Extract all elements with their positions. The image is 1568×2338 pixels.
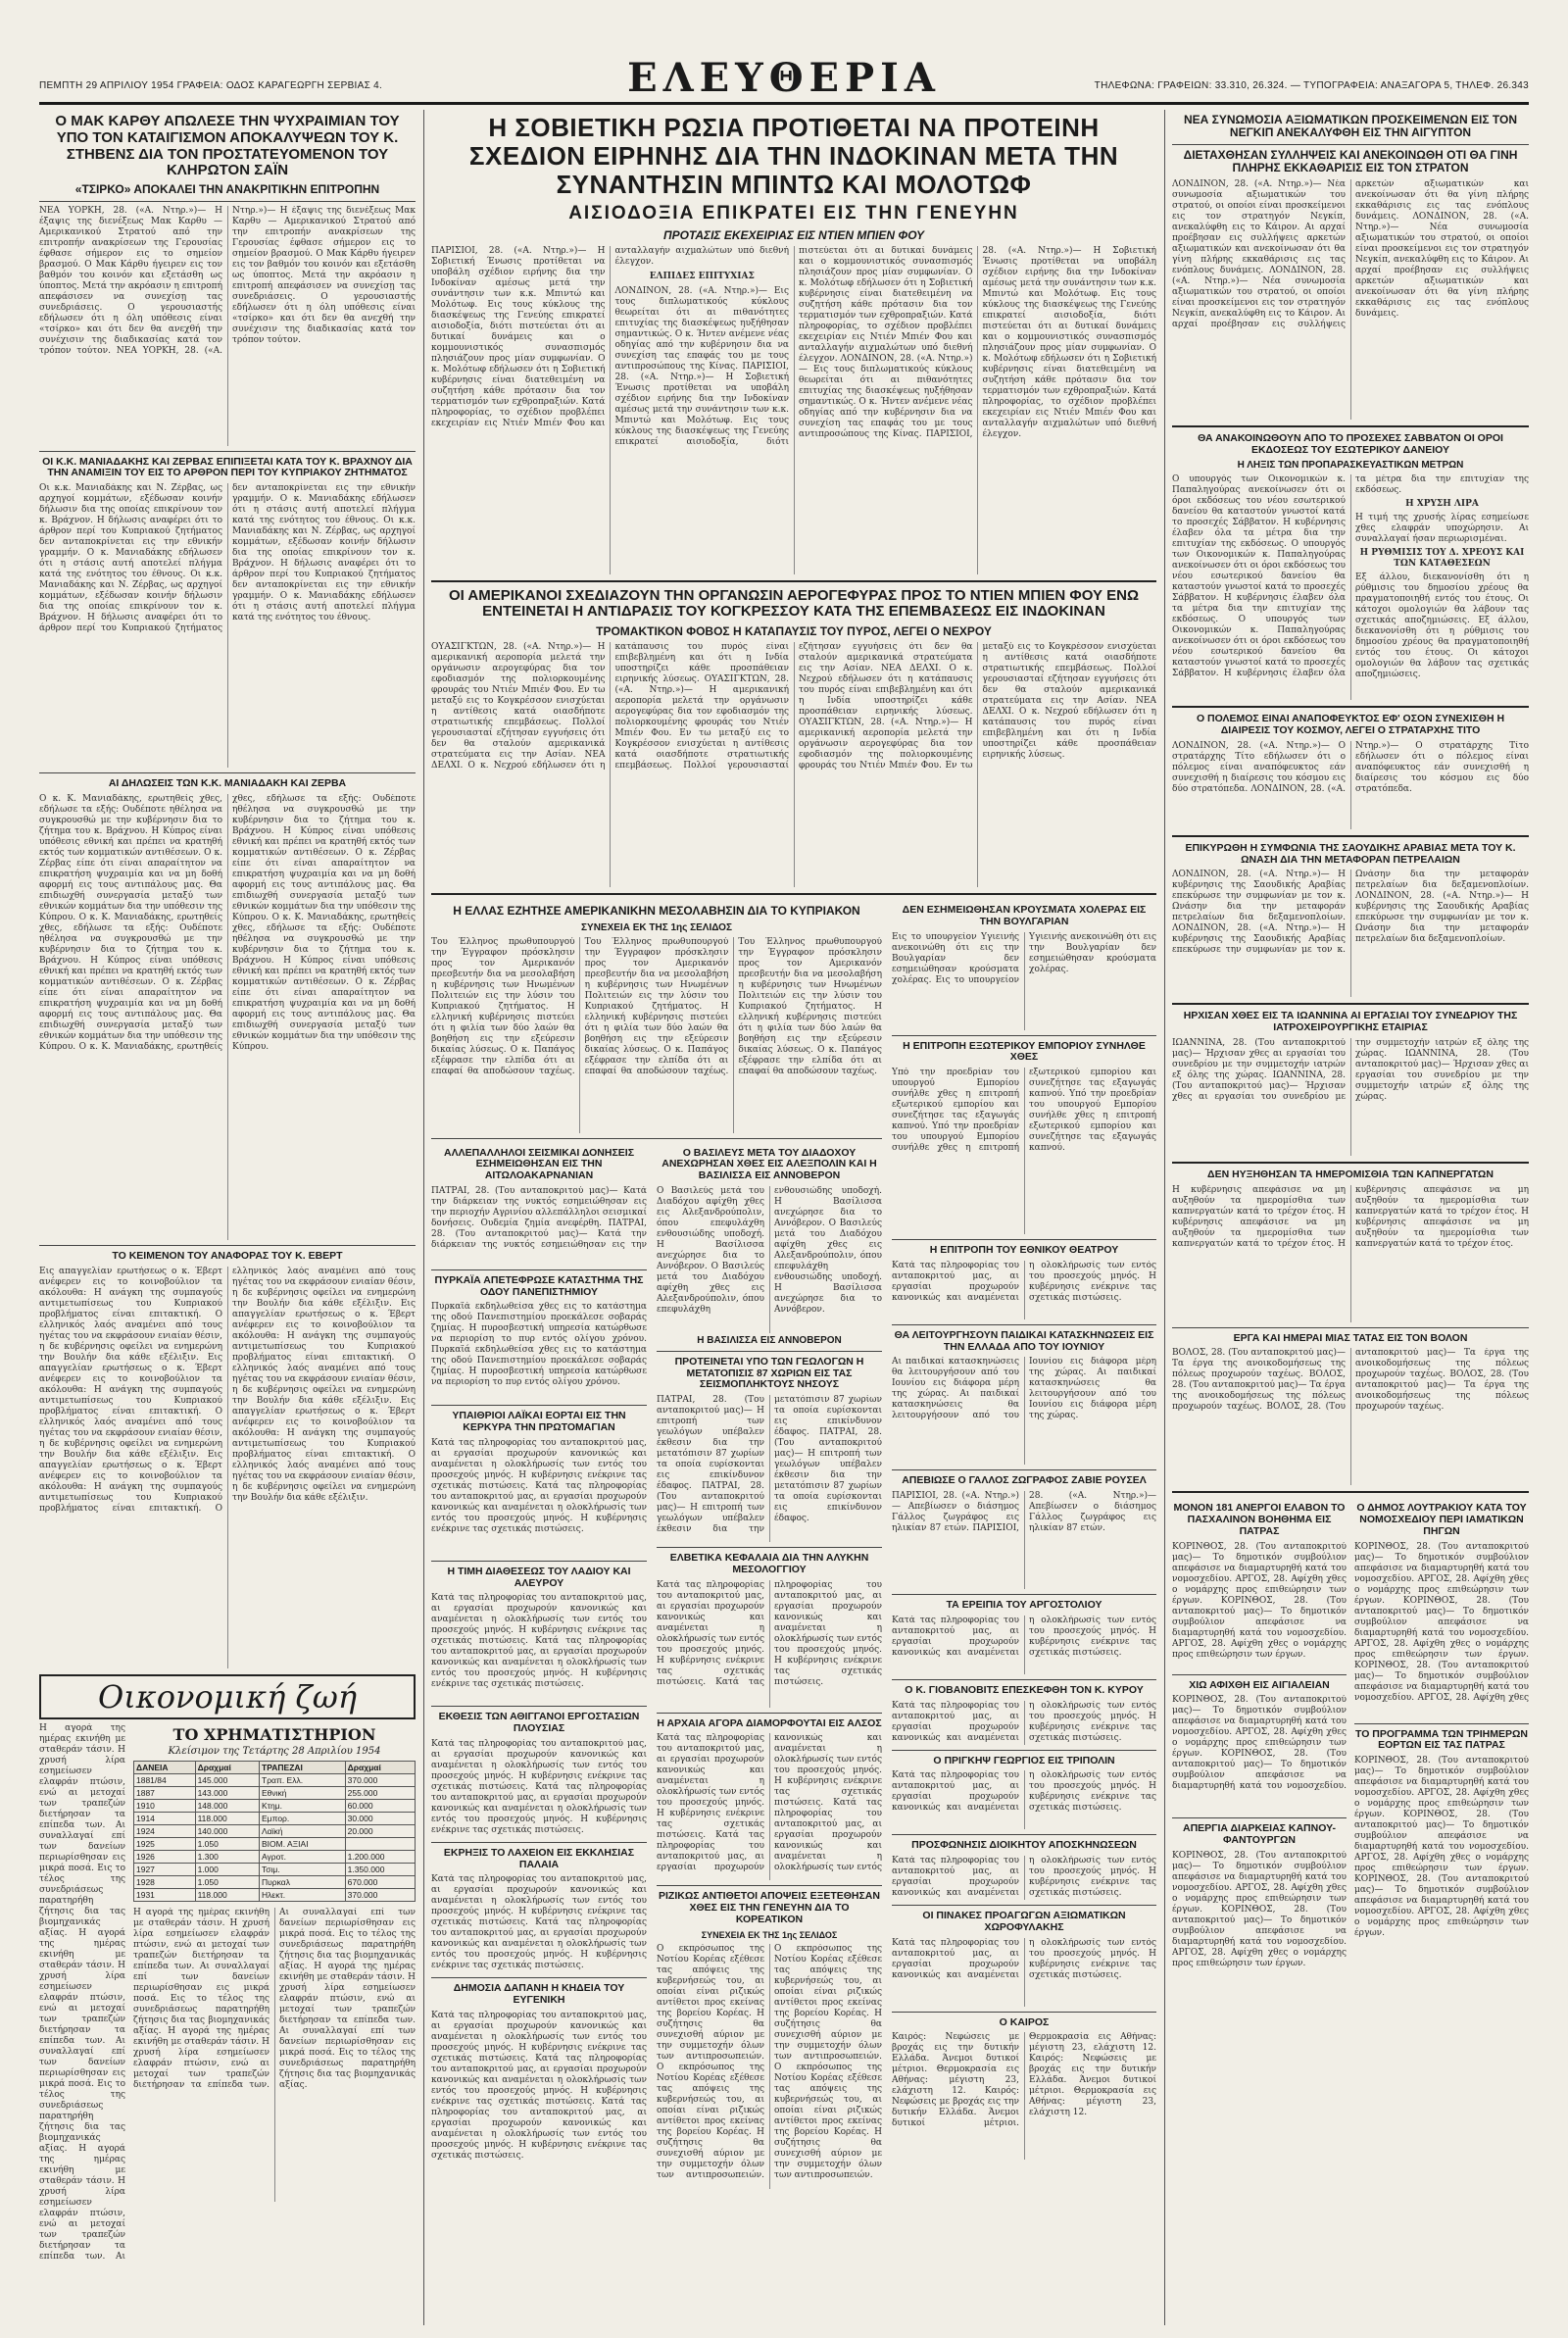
table-cell: 1914 xyxy=(134,1812,196,1824)
article-tobacco-wages: Η κυβέρνησις απεφάσισε να μη αυξηθούν τα ημερομίσθια των καπνεργατών κατά το τρέχον έτος. Η κυβέρνησις απεφάσισε να μη αυξηθούν τα ημερομίσθια των καπνεργατών κατά το τρέχον έτος. Η κυβέρνησις απεφάσισε να μη αυξηθούν τα ημερομίσθια των καπνεργατών κατά το τρέχον έτος. Η κυβέρνησις απεφάσισε να μη αυξηθούν τα ημερομίσθια των καπνεργατών κατά το τρέχον έτος. xyxy=(1172,1184,1529,1249)
article-volos: ΒΟΛΟΣ, 28. (Του ανταποκριτού μας)— Τα έργα της ανοικοδομήσεως της πόλεως προχωρούν ταχέως. ΒΟΛΟΣ, 28. (Του ανταποκριτού μας)— Τα έργα της ανοικοδομήσεως της πόλεως προχωρούν ταχέως. ΒΟΛΟΣ, 28. (Του ανταποκριτού μας)— Τα έργα της ανοικοδομήσεως της πόλεως προχωρούν ταχέως. ΒΟΛΟΣ, 28. (Του ανταποκριτού μας)— Τα έργα της ανοικοδομήσεως της πόλεως προχωρούν ταχέως. xyxy=(1172,1348,1529,1413)
table-cell: 370.000 xyxy=(345,1773,415,1786)
subhead-loan: Η ΛΗΞΙΣ ΤΩΝ ΠΡΟΠΑΡΑΣΚΕΥΑΣΤΙΚΩΝ ΜΕΤΡΩΝ xyxy=(1237,460,1464,472)
table-row xyxy=(134,1850,416,1863)
table-cell: 1926 xyxy=(134,1850,196,1863)
table-cell: 1.000 xyxy=(195,1863,259,1875)
article-onassis: ΛΟΝΔΙΝΟΝ, 28. («Α. Ντηρ.»)— Η κυβέρνησις της Σαουδικής Αραβίας επεκύρωσε την συμφωνίαν με τον κ. Ωνάσην δια την μεταφοράν πετρελαίων δια δεξαμενοπλοίων. ΛΟΝΔΙΝΟΝ, 28. («Α. Ντηρ.»)— Η κυβέρνησις της Σαουδικής Αραβίας επεκύρωσε την συμφωνίαν με τον κ. Ωνάσην δια την μεταφοράν πετρελαίων δια δεξαμενοπλοίων. ΛΟΝΔΙΝΟΝ, 28. («Α. Ντηρ.»)— Η κυβέρνησις της Σαουδικής Αραβίας επεκύρωσε την συμφωνίαν με τον κ. Ωνάσην δια την μεταφοράν πετρελαίων δια δεξαμενοπλοίων. xyxy=(1172,870,1529,956)
table-cell: 1924 xyxy=(134,1824,196,1837)
article-geologists: ΠΑΤΡΑΙ, 28. (Του ανταποκριτού μας)— Η επιτροπή των γεωλόγων υπέβαλεν έκθεσιν δια την μετατόπισιν 87 χωρίων τα οποία ευρίσκονται εις επικίνδυνον έδαφος. ΠΑΤΡΑΙ, 28. (Του ανταποκριτού μας)— Η επιτροπή των γεωλόγων υπέβαλεν έκθεσιν δια την μετατόπισιν 87 χωρίων τα οποία ευρίσκονται εις επικίνδυνον έδαφος. ΠΑΤΡΑΙ, 28. (Του ανταποκριτού μας)— Η επιτροπή των γεωλόγων υπέβαλεν έκθεσιν δια την μετατόπισιν 87 χωρίων τα οποία ευρίσκονται εις επικίνδυνον έδαφος. xyxy=(657,1395,882,1535)
headline-camps: ΘΑ ΛΕΙΤΟΥΡΓΗΣΟΥΝ ΠΑΙΔΙΚΑΙ ΚΑΤΑΣΚΗΝΩΣΕΙΣ ΕΙΣ ΤΗΝ ΕΛΛΑΔΑ ΑΠΟ ΤΟΥ ΙΟΥΝΙΟΥ xyxy=(894,1328,1154,1353)
article-dilwseis: Ο κ. Κ. Μανιαδάκης, ερωτηθείς χθες, εδήλωσε τα εξής: Ουδέποτε ηθέλησα να συγκρουσθώ με την κυβέρνησιν δια το ζήτημα του κ. Βράχνου. Η Κύπρος είναι υπόθεσις εθνική και πρέπει να κρατηθή εκτός των κομματικών αντιθέσεων. Ο κ. Ζέρβας είπε ότι είναι απαραίτητον να επικρατήση ψυχραιμία και να μη δοθή αφορμή εις τους αντιπάλους μας. Θα επιδιωχθή συνεργασία μεταξύ των εθνικών κομμάτων δια την υπόθεσιν της Κύπρου. Ο κ. Κ. Μανιαδάκης, ερωτηθείς χθες, εδήλωσε τα εξής: Ουδέποτε ηθέλησα να συγκρουσθώ με την κυβέρνησιν δια το ζήτημα του κ. Βράχνου. Η Κύπρος είναι υπόθεσις εθνική και πρέπει να κρατηθή εκτός των κομματικών αντιθέσεων. Ο κ. Ζέρβας είπε ότι είναι απαραίτητον να επικρατήση ψυχραιμία και να μη δοθή αφορμή εις τους αντιπάλους μας. Θα επιδιωχθή συνεργασία μεταξύ των εθνικών κομμάτων δια την υπόθεσιν της Κύπρου. Ο κ. Κ. Μανιαδάκης, ερωτηθείς χθες, εδήλωσε τα εξής: Ουδέποτε ηθέλησα να συγκρουσθώ με την κυβέρνησιν δια το ζήτημα του κ. Βράχνου. Η Κύπρος είναι υπόθεσις εθνική και πρέπει να κρατηθή εκτός των κομματικών αντιθέσεων. Ο κ. Ζέρβας είπε ότι είναι απαραίτητον να επικρατήση ψυχραιμία και να μη δοθή αφορμή εις τους αντιπάλους μας. Θα επιδιωχθή συνεργασία μεταξύ των εθνικών κομμάτων δια την υπόθεσιν της Κύπρου. Ο κ. Κ. Μανιαδάκης, ερωτηθείς χθες, εδήλωσε τα εξής: Ουδέποτε ηθέλησα να συγκρουσθώ με την κυβέρνησιν δια το ζήτημα του κ. Βράχνου. Η Κύπρος είναι υπόθεσις εθνική και πρέπει να κρατηθή εκτός των κομματικών αντιθέσεων. Ο κ. Ζέρβας είπε ότι είναι απαραίτητον να επικρατήση ψυχραιμία και να μη δοθή αφορμή εις τους αντιπάλους μας. Θα επιδιωχθή συνεργασία μεταξύ των εθνικών κομμάτων δια την υπόθεσιν της Κύπρου. xyxy=(39,793,416,1052)
masthead-date-address: ΠΕΜΠΤΗ 29 ΑΠΡΙΛΙΟΥ 1954 ΓΡΑΦΕΙΑ: ΟΔΟΣ ΚΑΡΑΓΕΩΡΓΗ ΣΕΡΒΙΑΣ 4. xyxy=(39,80,383,91)
table-cell: 143.000 xyxy=(195,1786,259,1799)
article-argostoli: Κατά τας πληροφορίας του ανταποκριτού μας, αι εργασίαι προχωρούν κανονικώς και αναμένεται η ολοκλήρωσίς των εντός του προσεχούς μηνός. Η κυβέρνησις ενέκρινε τας σχετικάς πιστώσεις. xyxy=(892,1615,1156,1658)
table-cell: Τραπ. Ελλ. xyxy=(260,1773,346,1786)
article-maniadakis: Οι κ.κ. Μανιαδάκης και Ν. Ζέρβας, ως αρχηγοί κομμάτων, εξέδωσαν κοινήν δήλωσιν δια της οποίας επικρίνουν τον κ. Βράχνον. Η δήλωσις αναφέρει ότι το άρθρον περί του Κυπριακού ζητήματος δεν ανταποκρίνεται εις την εθνικήν γραμμήν. Ο κ. Μανιαδάκης εδήλωσεν ότι η στάσις αυτή αποτελεί πλήγμα κατά της ενότητος του έθνους. Οι κ.κ. Μανιαδάκης και Ν. Ζέρβας, ως αρχηγοί κομμάτων, εξέδωσαν κοινήν δήλωσιν δια της οποίας επικρίνουν τον κ. Βράχνον. Η δήλωσις αναφέρει ότι το άρθρον περί του Κυπριακού ζητήματος δεν ανταποκρίνεται εις την εθνικήν γραμμήν. Ο κ. Μανιαδάκης εδήλωσεν ότι η στάσις αυτή αποτελεί πλήγμα κατά της ενότητος του έθνους. Οι κ.κ. Μανιαδάκης και Ν. Ζέρβας, ως αρχηγοί κομμάτων, εξέδωσαν κοινήν δήλωσιν δια της οποίας επικρίνουν τον κ. Βράχνον. Η δήλωσις αναφέρει ότι το άρθρον περί του Κυπριακού ζητήματος δεν ανταποκρίνεται εις την εθνικήν γραμμήν. Ο κ. Μανιαδάκης εδήλωσεν ότι η στάσις αυτή αποτελεί πλήγμα κατά της ενότητος του έθνους. xyxy=(39,483,416,634)
table-cell: 20.000 xyxy=(345,1824,415,1837)
headline-giovanovits: Ο Κ. ΓΙΟΒΑΝΟΒΙΤΣ ΕΠΕΣΚΕΦΘΗ ΤΟΝ Κ. ΚΥΡΟΥ xyxy=(905,1683,1144,1696)
headline-ancient-agora: Η ΑΡΧΑΙΑ ΑΓΟΡΑ ΔΙΑΜΟΡΦΟΥΤΑΙ ΕΙΣ ΑΛΣΟΣ xyxy=(657,1716,882,1729)
headline-exhibition: ΕΚΘΕΣΙΣ ΤΩΝ ΑΘΙΓΓΑΝΟΙ ΕΡΓΟΣΤΑΣΙΩΝ ΠΛΟΥΣΙΑΣ xyxy=(438,1711,640,1735)
article-unemployed: ΚΟΡΙΝΘΟΣ, 28. (Του ανταποκριτού μας)— Το δημοτικόν συμβούλιον απεφάσισε να διαμαρτυρηθή κατά του νομοσχεδίου. ΑΡΓΟΣ, 28. Αφίχθη χθες ο νομάρχης προς επιθεώρησιν των έργων. ΚΟΡΙΝΘΟΣ, 28. (Του ανταποκριτού μας)— Το δημοτικόν συμβούλιον απεφάσισε να διαμαρτυρηθή κατά του νομοσχεδίου. ΑΡΓΟΣ, 28. Αφίχθη χθες ο νομάρχης προς επιθεώρησιν των έργων. xyxy=(1172,1541,1347,1660)
article-earthquakes: ΠΑΤΡΑΙ, 28. (Του ανταποκριτού μας)— Κατά την διάρκειαν της νυκτός εσημειώθησαν εις την περιοχήν Αγρινίου αλλεπάλληλοι σεισμικαί δονήσεις. Ουδεμία ζημία ανεφέρθη. ΠΑΤΡΑΙ, 28. (Του ανταποκριτού μας)— Κατά την διάρκειαν της νυκτός εσημειώθησαν εις την xyxy=(431,1185,647,1250)
table-cell: Κτημ. xyxy=(260,1799,346,1812)
section-title-economic-life: Οικονομική ζωή xyxy=(39,1674,416,1719)
masthead xyxy=(39,57,1529,102)
article-aigialeia: ΚΟΡΙΝΘΟΣ, 28. (Του ανταποκριτού μας)— Το δημοτικόν συμβούλιον απεφάσισε να διαμαρτυρηθή κατά του νομοσχεδίου. ΑΡΓΟΣ, 28. Αφίχθη χθες ο νομάρχης προς επιθεώρησιν των έργων. ΚΟΡΙΝΘΟΣ, 28. (Του ανταποκριτού μας)— Το δημοτικόν συμβούλιον απεφάσισε να διαμαρτυρηθή κατά του νομοσχεδίου. xyxy=(1172,1695,1347,1792)
headline-ioannina: ΗΡΧΙΣΑΝ ΧΘΕΣ ΕΙΣ ΤΑ ΙΩΑΝΝΙΝΑ ΑΙ ΕΡΓΑΣΙΑΙ ΤΟΥ ΣΥΝΕΔΡΙΟΥ ΤΗΣ ΙΑΤΡΟΧΕΙΡΟΥΡΓΙΚΗΣ ΕΤΑΙΡΙΑΣ xyxy=(1183,1010,1518,1033)
headline-painter: ΑΠΕΒΙΩΣΕ Ο ΓΑΛΛΟΣ ΖΩΓΡΑΦΟΣ ΖΑΒΙΕ ΡΟΥΣΕΛ xyxy=(902,1474,1147,1487)
headline-tobacco-wages: ΔΕΝ ΗΥΞΗΘΗΣΑΝ ΤΑ ΗΜΕΡΟΜΙΣΘΙΑ ΤΩΝ ΚΑΠΝΕΡΓΑΤΩΝ xyxy=(1207,1168,1494,1180)
stock-table-header: ΤΡΑΠΕΖΑΙ xyxy=(260,1761,346,1773)
headline-corfu: ΥΠΑΙΘΡΙΟΙ ΛΑΪΚΑΙ ΕΟΡΤΑΙ ΕΙΣ ΤΗΝ ΚΕΡΚΥΡΑ ΤΗΝ ΠΡΩΤΟΜΑΓΙΑΝ xyxy=(452,1410,626,1434)
table-cell: Αγροτ. xyxy=(260,1850,346,1863)
right-column xyxy=(1172,110,1529,2325)
table-cell: 1928 xyxy=(134,1875,196,1888)
headline-geologists: ΠΡΟΤΕΙΝΕΤΑΙ ΥΠΟ ΤΩΝ ΓΕΩΛΟΓΩΝ Η ΜΕΤΑΤΟΠΙΣΙΣ 87 ΧΩΡΙΩΝ ΕΙΣ ΤΑΣ ΣΕΙΣΜΟΠΛΗΚΤΟΥΣ ΝΗΣΟΥΣ xyxy=(674,1355,864,1391)
article-korea: Ο εκπρόσωπος της Νοτίου Κορέας εξέθεσε τας απόψεις της κυβερνήσεώς του, αι οποίαι είναι ριζικώς αντίθετοι προς εκείνας της βορείου Κορέας. Η συζήτησις θα συνεχισθή αύριον με την συμμετοχήν όλων των αντιπροσωπειών. Ο εκπρόσωπος της Νοτίου Κορέας εξέθεσε τας απόψεις της κυβερνήσεώς του, αι οποίαι είναι ριζικώς αντίθετοι προς εκείνας της βορείου Κορέας. Η συζήτησις θα συνεχισθή αύριον με την συμμετοχήν όλων των αντιπροσωπειών. Ο εκπρόσωπος της Νοτίου Κορέας εξέθεσε τας απόψεις της κυβερνήσεώς του, αι οποίαι είναι ριζικώς αντίθετοι προς εκείνας της βορείου Κορέας. Η συζήτησις θα συνεχισθή αύριον με την συμμετοχήν όλων των αντιπροσωπειών. Ο εκπρόσωπος της Νοτίου Κορέας εξέθεσε τας απόψεις της κυβερνήσεώς του, αι οποίαι είναι ριζικώς αντίθετοι προς εκείνας της βορείου Κορέας. Η συζήτησις θα συνεχισθή αύριον με την συμμετοχήν όλων των αντιπροσωπειών. xyxy=(657,1943,882,2180)
article-swiss-capital: Κατά τας πληροφορίας του ανταποκριτού μας, αι εργασίαι προχωρούν κανονικώς και αναμένεται η ολοκλήρωσίς των εντός του προσεχούς μηνός. Η κυβέρνησις ενέκρινε τας σχετικάς πιστώσεις. Κατά τας πληροφορίας του ανταποκριτού μας, αι εργασίαι προχωρούν κανονικώς και αναμένεται η ολοκλήρωσίς των εντός του προσεχούς μηνός. Η κυβέρνησις ενέκρινε τας σχετικάς πιστώσεις. xyxy=(657,1579,882,1687)
headline-cholera: ΔΕΝ ΕΣΗΜΕΙΩΘΗΣΑΝ ΚΡΟΥΣΜΑΤΑ ΧΟΛΕΡΑΣ ΕΙΣ ΤΗΝ ΒΟΥΛΓΑΡΙΑΝ xyxy=(902,904,1147,927)
article-corfu: Κατά τας πληροφορίας του ανταποκριτού μας, αι εργασίαι προχωρούν κανονικώς και αναμένεται η ολοκλήρωσίς των εντός του προσεχούς μηνός. Η κυβέρνησις ενέκρινε τας σχετικάς πιστώσεις. Κατά τας πληροφορίας του ανταποκριτού μας, αι εργασίαι προχωρούν κανονικώς και αναμένεται η ολοκλήρωσίς των εντός του προσεχούς μηνός. Η κυβέρνησις ενέκρινε τας σχετικάς πιστώσεις. xyxy=(431,1437,647,1534)
article-egypt: ΛΟΝΔΙΝΟΝ, 28. («Α. Ντηρ.»)— Νέα συνωμοσία αξιωματικών του στρατού, οι οποίοι είναι προσκείμενοι εις τον στρατηγόν Νεγκίπ, ανεκαλύφθη εις το Κάιρον. Αι αρχαί προέβησαν εις συλλήψεις αρκετών αξιωματικών και ανεκοίνωσαν ότι θα γίνη πλήρης εκκαθάρισις εις τας ενόπλους δυνάμεις. ΛΟΝΔΙΝΟΝ, 28. («Α. Ντηρ.»)— Νέα συνωμοσία αξιωματικών του στρατού, οι οποίοι είναι προσκείμενοι εις τον στρατηγόν Νεγκίπ, ανεκαλύφθη εις το Κάιρον. Αι αρχαί προέβησαν εις συλλήψεις αρκετών αξιωματικών και ανεκοίνωσαν ότι θα γίνη πλήρης εκκαθάρισις εις τας ενόπλους δυνάμεις. ΛΟΝΔΙΝΟΝ, 28. («Α. Ντηρ.»)— Νέα συνωμοσία αξιωματικών του στρατού, οι οποίοι είναι προσκείμενοι εις τον στρατηγόν Νεγκίπ, ανεκαλύφθη εις το Κάιρον. Αι αρχαί προέβησαν εις συλλήψεις αρκετών αξιωματικών και ανεκοίνωσαν ότι θα γίνη πλήρης εκκαθάρισις εις τας ενόπλους δυνάμεις. xyxy=(1172,178,1529,329)
table-cell: 1.200.000 xyxy=(345,1850,415,1863)
article-exhibition: Κατά τας πληροφορίας του ανταποκριτού μας, αι εργασίαι προχωρούν κανονικώς και αναμένεται η ολοκλήρωσίς των εντός του προσεχούς μηνός. Η κυβέρνησις ενέκρινε τας σχετικάς πιστώσεις. Κατά τας πληροφορίας του ανταποκριτού μας, αι εργασίαι προχωρούν κανονικώς και αναμένεται η ολοκλήρωσίς των εντός του προσεχούς μηνός. Η κυβέρνησις ενέκρινε τας σχετικάς πιστώσεις. xyxy=(431,1738,647,1835)
headline-tito: Ο ΠΟΛΕΜΟΣ ΕΙΝΑΙ ΑΝΑΠΟΦΕΥΚΤΟΣ ΕΦ' ΟΣΟΝ ΣΥΝΕΧΙΣΘΗ Η ΔΙΑΙΡΕΣΙΣ ΤΟΥ ΚΟΣΜΟΥ, ΛΕΓΕΙ Ο ΣΤΡΑΤΑΡΧΗΣ ΤΙΤΟ xyxy=(1196,713,1505,736)
article-camps: Αι παιδικαί κατασκηνώσεις θα λειτουργήσουν από του Ιουνίου εις διάφορα μέρη της χώρας. Αι παιδικαί κατασκηνώσεις θα λειτουργήσουν από του Ιουνίου εις διάφορα μέρη της χώρας. Αι παιδικαί κατασκηνώσεις θα λειτουργήσουν από του Ιουνίου εις διάφορα μέρη της χώρας. xyxy=(892,1357,1156,1421)
table-cell: 118.000 xyxy=(195,1812,259,1824)
kicker-nehru: ΤΡΟΜΑΚΤΙΚΟΝ ΦΟΒΟΣ Η ΚΑΤΑΠΑΥΣΙΣ ΤΟΥ ΠΥΡΟΣ, ΛΕΓΕΙ Ο ΝΕΧΡΟΥ xyxy=(596,624,992,639)
table-cell: 140.000 xyxy=(195,1824,259,1837)
table-row xyxy=(134,1812,416,1824)
subhead-tsirko: «ΤΣΙΡΚΟ» ΑΠΟΚΑΛΕΙ ΤΗΝ ΑΝΑΚΡΙΤΙΚΗΝ ΕΠΙΤΡΟΠΗΝ xyxy=(39,183,416,201)
table-cell: 60.000 xyxy=(345,1799,415,1812)
headline-oil-price: Η ΤΙΜΗ ΔΙΑΘΕΣΕΩΣ ΤΟΥ ΛΑΔΙΟΥ ΚΑΙ ΑΛΕΥΡΟΥ xyxy=(447,1565,631,1589)
article-weather: Καιρός: Νεφώσεις με βροχάς εις την δυτικήν Ελλάδα. Άνεμοι δυτικοί μέτριοι. Θερμοκρασία εις Αθήνας: μέγιστη 23, ελάχιστη 12. Καιρός: Νεφώσεις με βροχάς εις την δυτικήν Ελλάδα. Άνεμοι δυτικοί μέτριοι. Θερμοκρασία εις Αθήνας: μέγιστη 23, ελάχιστη 12. Καιρός: Νεφώσεις με βροχάς εις την δυτικήν Ελλάδα. Άνεμοι δυτικοί μέτριοι. Θερμοκρασία εις Αθήνας: μέγιστη 23, ελάχιστη 12. xyxy=(892,2032,1156,2129)
stock-table xyxy=(133,1761,416,1902)
article-economy-intro: Η αγορά της ημέρας εκινήθη με σταθεράν τάσιν. Η χρυσή λίρα εσημείωσεν ελαφράν πτώσιν, ενώ αι μετοχαί των τραπεζών διετήρησαν τα επίπεδα των. Αι συναλλαγαί επί των δανείων περιωρίσθησαν εις μικρά ποσά. Εις το τέλος της συνεδριάσεως παρατηρήθη ζήτησις δια τας βιομηχανικάς αξίας. Η αγορά της ημέρας εκινήθη με σταθεράν τάσιν. Η χρυσή λίρα εσημείωσεν ελαφράν πτώσιν, ενώ αι μετοχαί των τραπεζών διετήρησαν τα επίπεδα των. Αι συναλλαγαί επί των δανείων περιωρίσθησαν εις μικρά ποσά. Εις το τέλος της συνεδριάσεως παρατηρήθη ζήτησις δια τας βιομηχανικάς αξίας. Η αγορά της ημέρας εκινήθη με σταθεράν τάσιν. Η χρυσή λίρα εσημείωσεν ελαφράν πτώσιν, ενώ αι μετοχαί των τραπεζών διετήρησαν τα επίπεδα των. Αι xyxy=(39,1722,125,2262)
table-row xyxy=(134,1799,416,1812)
article-address: Κατά τας πληροφορίας του ανταποκριτού μας, αι εργασίαι προχωρούν κανονικώς και αναμένεται η ολοκλήρωσίς των εντός του προσεχούς μηνός. Η κυβέρνησις ενέκρινε τας σχετικάς πιστώσεις. xyxy=(892,1856,1156,1899)
stock-table-header: Δραχμαί xyxy=(345,1761,415,1773)
article-mccarthy: ΝΕΑ ΥΟΡΚΗ, 28. («Α. Ντηρ.»)— Η έξαψις της διενέξεως Μακ Καρθυ — Αμερικανικού Στρατού από την επιτροπήν ανακρίσεων της Γερουσίας έφθασε σήμερον εις το σημείον βρασμού. Ο Μακ Κάρθυ ήγειρεν εις τον βαθμόν του κοινόν και εξετάσθη ως ύποπτος. Μετά την ακρόασιν η επιτροπή απεφάσισεν να συνεχίσῃ τας συνεδριάσεις. Ο γερουσιαστής εδήλωσεν ότι η όλη υπόθεσις είναι «τσίρκο» και ότι δεν θα ανεχθή την συνέχισιν της διαδικασίας κατά τον τρόπον τούτον. ΝΕΑ ΥΟΡΚΗ, 28. («Α. Ντηρ.»)— Η έξαψις της διενέξεως Μακ Καρθυ — Αμερικανικού Στρατού από την επιτροπήν ανακρίσεων της Γερουσίας έφθασε σήμερον εις το σημείον βρασμού. Ο Μακ Κάρθυ ήγειρεν εις τον βαθμόν του κοινόν και εξετάσθη ως ύποπτος. Μετά την ακρόασιν η επιτροπή απεφάσισεν να συνεχίσῃ τας συνεδριάσεις. Ο γερουσιαστής εδήλωσεν ότι η όλη υπόθεσις είναι «τσίρκο» και ότι δεν θα ανεχθή την συνέχισιν της διαδικασίας κατά τον τρόπον τούτον. xyxy=(39,205,416,356)
table-cell: 30.000 xyxy=(345,1812,415,1824)
subhead-egypt-arrests: ΔΙΕΤΑΧΘΗΣΑΝ ΣΥΛΛΗΨΕΙΣ ΚΑΙ ΑΝΕΚΟΙΝΩΘΗ ΟΤΙ ΘΑ ΓΙΝΗ ΠΛΗΡΗΣ ΕΚΚΑΘΑΡΙΣΙΣ ΕΙΣ ΤΟΝ ΣΤΡΑΤΟΝ xyxy=(1172,144,1529,175)
subhead-queen: Η ΒΑΣΙΛΙΣΣΑ ΕΙΣ ΑΝΝΟΒΕΡΟΝ xyxy=(697,1334,842,1346)
headline-korea: ΡΙΖΙΚΩΣ ΑΝΤΙΘΕΤΟΙ ΑΠΟΨΕΙΣ ΕΞΕΤΕΘΗΣΑΝ ΧΘΕΣ ΕΙΣ ΤΗΝ ΓΕΝΕΥΗΝ ΔΙΑ ΤΟ ΚΟΡΕΑΤΙΚΟΝ xyxy=(659,1890,880,1925)
article-promotions: Κατά τας πληροφορίας του ανταποκριτού μας, αι εργασίαι προχωρούν κανονικώς και αναμένεται η ολοκλήρωσίς των εντός του προσεχούς μηνός. Η κυβέρνησις ενέκρινε τας σχετικάς πιστώσεις. xyxy=(892,1937,1156,1980)
headline-address: ΠΡΟΣΦΩΝΗΣΙΣ ΔΙΟΙΚΗΤΟΥ ΑΠΟΣΚΗΝΩΣΕΩΝ xyxy=(911,1839,1137,1852)
newspaper-title: ΕΛΕΥΘΕΡΙΑ xyxy=(627,55,941,101)
headline-mccarthy: Ο ΜΑΚ ΚΑΡΘΥ ΑΠΩΛΕΣΕ ΤΗΝ ΨΥΧΡΑΙΜΙΑΝ ΤΟΥ ΥΠΟ ΤΟΝ ΚΑΤΑΙΓΙΣΜΟΝ ΑΠΟΚΑΛΥΨΕΩΝ ΤΟΥ Κ. ΣΤΗΒΕΝΣ ΔΙΑ ΤΟΝ ΠΡΟΣΤΑΤΕΥΟΜΕΝΟΝ ΤΟΥ ΚΛΗΡΩΤΟΝ ΣΑΪΝ xyxy=(55,113,400,179)
article-airlift: ΟΥΑΣΙΓΚΤΩΝ, 28. («Α. Ντηρ.»)— Η αμερικανική αεροπορία μελετά την οργάνωσιν αερογεφύρας δια τον εφοδιασμόν της πολιορκουμένης φρουράς του Ντιέν Μπιέν Φου. Εν τω μεταξύ εις το Κογκρέσσον ενισχύεται η αντίθεσις κατά οιασδήποτε στρατιωτικής επεμβάσεως. Πολλοί γερουσιασταί εζήτησαν εγγυήσεις ότι δεν θα σταλούν αμερικανικά στρατεύματα εις την Ασίαν. ΝΕΑ ΔΕΛΧΙ. Ο κ. Νεχρού εδήλωσεν ότι η κατάπαυσις του πυρός είναι επιβεβλημένη και ότι η Ινδία υποστηρίζει κάθε προσπάθειαν ειρηνικής λύσεως. ΟΥΑΣΙΓΚΤΩΝ, 28. («Α. Ντηρ.»)— Η αμερικανική αεροπορία μελετά την οργάνωσιν αερογεφύρας δια τον εφοδιασμόν της πολιορκουμένης φρουράς του Ντιέν Μπιέν Φου. Εν τω μεταξύ εις το Κογκρέσσον ενισχύεται η αντίθεσις κατά οιασδήποτε στρατιωτικής επεμβάσεως. Πολλοί γερουσιασταί εζήτησαν εγγυήσεις ότι δεν θα σταλούν αμερικανικά στρατεύματα εις την Ασίαν. ΝΕΑ ΔΕΛΧΙ. Ο κ. Νεχρού εδήλωσεν ότι η κατάπαυσις του πυρός είναι επιβεβλημένη και ότι η Ινδία υποστηρίζει κάθε προσπάθειαν ειρηνικής λύσεως. ΟΥΑΣΙΓΚΤΩΝ, 28. («Α. Ντηρ.»)— Η αμερικανική αεροπορία μελετά την οργάνωσιν αερογεφύρας δια τον εφοδιασμόν της πολιορκουμένης φρουράς του Ντιέν Μπιέν Φου. Εν τω μεταξύ εις το Κογκρέσσον ενισχύεται η αντίθεσις κατά οιασδήποτε στρατιωτικής επεμβάσεως. Πολλοί γερουσιασταί εζήτησαν εγγυήσεις ότι δεν θα σταλούν αμερικανικά στρατεύματα εις την Ασίαν. ΝΕΑ ΔΕΛΧΙ. Ο κ. Νεχρού εδήλωσεν ότι η κατάπαυσις του πυρός είναι επιβεβλημένη και ότι η Ινδία υποστηρίζει κάθε προσπάθειαν ειρηνικής λύσεως. xyxy=(431,642,1156,771)
article-oil-price: Κατά τας πληροφορίας του ανταποκριτού μας, αι εργασίαι προχωρούν κανονικώς και αναμένεται η ολοκλήρωσίς των εντός του προσεχούς μηνός. Η κυβέρνησις ενέκρινε τας σχετικάς πιστώσεις. Κατά τας πληροφορίας του ανταποκριτού μας, αι εργασίαι προχωρούν κανονικώς και αναμένεται η ολοκλήρωσίς των εντός του προσεχούς μηνός. Η κυβέρνησις ενέκρινε τας σχετικάς πιστώσεις. xyxy=(431,1593,647,1690)
table-cell: Τσιμ. xyxy=(260,1863,346,1875)
table-cell: Εθνική xyxy=(260,1786,346,1799)
left-column xyxy=(39,110,416,2325)
table-row xyxy=(134,1863,416,1875)
headline-weather: Ο ΚΑΙΡΟΣ xyxy=(999,2015,1050,2028)
article-theatre: Κατά τας πληροφορίας του ανταποκριτού μας, αι εργασίαι προχωρούν κανονικώς και αναμένεται η ολοκλήρωσίς των εντός του προσεχούς μηνός. Η κυβέρνησις ενέκρινε τας σχετικάς πιστώσεις. xyxy=(892,1260,1156,1303)
table-cell: ΒΙΟΜ. ΑΞΙΑΙ xyxy=(260,1837,346,1850)
table-cell: Πυρκαλ xyxy=(260,1875,346,1888)
table-cell: 1887 xyxy=(134,1786,196,1799)
headline-airlift: ΟΙ ΑΜΕΡΙΚΑΝΟΙ ΣΧΕΔΙΑΖΟΥΝ ΤΗΝ ΟΡΓΑΝΩΣΙΝ ΑΕΡΟΓΕΦΥΡΑΣ ΠΡΟΣ ΤΟ ΝΤΙΕΝ ΜΠΙΕΝ ΦΟΥ ΕΝΩ ΕΝΤΕΙΝΕΤΑΙ Η ΑΝΤΙΔΡΑΣΙΣ ΤΟΥ ΚΟΓΚΡΕΣΣΟΥ ΚΑΤΑ ΤΗΣ ΕΠΕΜΒΑΣΕΩΣ ΕΙΣ ΙΝΔΟΚΙΝΑΝ xyxy=(448,586,1139,621)
headline-trade-committee: Η ΕΠΙΤΡΟΠΗ ΕΞΩΤΕΡΙΚΟΥ ΕΜΠΟΡΙΟΥ ΣΥΝΗΛΘΕ ΧΘΕΣ xyxy=(903,1039,1146,1064)
table-cell: 1.050 xyxy=(195,1837,259,1850)
article-stock-commentary: Η αγορά της ημέρας εκινήθη με σταθεράν τάσιν. Η χρυσή λίρα εσημείωσεν ελαφράν πτώσιν, ενώ αι μετοχαί των τραπεζών διετήρησαν τα επίπεδα των. Αι συναλλαγαί επί των δανείων περιωρίσθησαν εις μικρά ποσά. Εις το τέλος της συνεδριάσεως παρατηρήθη ζήτησις δια τας βιομηχανικάς αξίας. Η αγορά της ημέρας εκινήθη με σταθεράν τάσιν. Η χρυσή λίρα εσημείωσεν ελαφράν πτώσιν, ενώ αι μετοχαί των τραπεζών διετήρησαν τα επίπεδα των. Αι συναλλαγαί επί των δανείων περιωρίσθησαν εις μικρά ποσά. Εις το τέλος της συνεδριάσεως παρατηρήθη ζήτησις δια τας βιομηχανικάς αξίας. Η αγορά της ημέρας εκινήθη με σταθεράν τάσιν. Η χρυσή λίρα εσημείωσεν ελαφράν πτώσιν, ενώ αι μετοχαί των τραπεζών διετήρησαν τα επίπεδα των. Αι συναλλαγαί επί των δανείων περιωρίσθησαν εις μικρά ποσά. Εις το τέλος της συνεδριάσεως παρατηρήθη ζήτησις δια τας βιομηχανικάς αξίας. xyxy=(133,1907,416,2090)
headline-strike: ΑΠΕΡΓΙΑ ΔΙΑΡΚΕΙΑΣ ΚΑΠΝΟΥ-ΦΑΝΤΟΥΡΓΩΝ xyxy=(1183,1822,1336,1846)
table-row xyxy=(134,1888,416,1901)
headline-promotions: ΟΙ ΠΙΝΑΚΕΣ ΠΡΟΑΓΩΓΩΝ ΑΞΙΩΜΑΤΙΚΩΝ ΧΩΡΟΦΥΛΑΚΗΣ xyxy=(922,1910,1126,1933)
article-fire: Πυρκαϊά εκδηλωθείσα χθες εις το κατάστημα της οδού Πανεπιστημίου προεκάλεσε σοβαράς ζημίας. Η πυροσβεστική υπηρεσία κατώρθωσε να περιορίση το πυρ εντός ολίγου χρόνου. Πυρκαϊά εκδηλωθείσα χθες εις το κατάστημα της οδού Πανεπιστημίου προεκάλεσε σοβαράς ζημίας. Η πυροσβεστική υπηρεσία κατώρθωσε να περιορίση το πυρ εντός ολίγου χρόνου. xyxy=(431,1302,647,1388)
article-prince: Κατά τας πληροφορίας του ανταποκριτού μας, αι εργασίαι προχωρούν κανονικώς και αναμένεται η ολοκλήρωσίς των εντός του προσεχούς μηνός. Η κυβέρνησις ενέκρινε τας σχετικάς πιστώσεις. xyxy=(892,1770,1156,1814)
article-funeral: Κατά τας πληροφορίας του ανταποκριτού μας, αι εργασίαι προχωρούν κανονικώς και αναμένεται η ολοκλήρωσίς των εντός του προσεχούς μηνός. Η κυβέρνησις ενέκρινε τας σχετικάς πιστώσεις. Κατά τας πληροφορίας του ανταποκριτού μας, αι εργασίαι προχωρούν κανονικώς και αναμένεται η ολοκλήρωσίς των εντός του προσεχούς μηνός. Η κυβέρνησις ενέκρινε τας σχετικάς πιστώσεις. Κατά τας πληροφορίας του ανταποκριτού μας, αι εργασίαι προχωρούν κανονικώς και αναμένεται η ολοκλήρωσίς των εντός του προσεχούς μηνός. Η κυβέρνησις ενέκρινε τας σχετικάς πιστώσεις. xyxy=(431,2010,647,2161)
table-cell: 1927 xyxy=(134,1863,196,1875)
article-loutraki: ΚΟΡΙΝΘΟΣ, 28. (Του ανταποκριτού μας)— Το δημοτικόν συμβούλιον απεφάσισε να διαμαρτυρηθή κατά του νομοσχεδίου. ΑΡΓΟΣ, 28. Αφίχθη χθες ο νομάρχης προς επιθεώρησιν των έργων. ΚΟΡΙΝΘΟΣ, 28. (Του ανταποκριτού μας)— Το δημοτικόν συμβούλιον απεφάσισε να διαμαρτυρηθή κατά του νομοσχεδίου. ΑΡΓΟΣ, 28. Αφίχθη χθες ο νομάρχης προς επιθεώρησιν των έργων. ΚΟΡΙΝΘΟΣ, 28. (Του ανταποκριτού μας)— Το δημοτικόν συμβούλιον απεφάσισε να διαμαρτυρηθή κατά του νομοσχεδίου. ΑΡΓΟΣ, 28. Αφίχθη χθες xyxy=(1354,1541,1529,1703)
table-cell: Ηλεκτ. xyxy=(260,1888,346,1901)
stock-table-header: Δραχμαί xyxy=(195,1761,259,1773)
column-divider xyxy=(423,110,424,2325)
headline-argostoli: ΤΑ ΕΡΕΙΠΙΑ ΤΟΥ ΑΡΓΟΣΤΟΛΙΟΥ xyxy=(946,1599,1102,1612)
table-row xyxy=(134,1824,416,1837)
headline-patras-program: ΤΟ ΠΡΟΓΡΑΜΜΑ ΤΩΝ ΤΡΙΗΜΕΡΩΝ ΕΟΡΤΩΝ ΕΙΣ ΤΑΣ ΠΑΤΡΑΣ xyxy=(1355,1727,1528,1752)
headline-swiss-capital: ΕΛΒΕΤΙΚΑ ΚΕΦΑΛΑΙΑ ΔΙΑ ΤΗΝ ΑΛΥΚΗΝ ΜΕΣΟΛΟΓΓΙΟΥ xyxy=(669,1552,869,1575)
headline-aigialeia: ΧΙΩ ΑΦΙΧΘΗ ΕΙΣ ΑΙΓΙΑΛΕΙΑΝ xyxy=(1189,1678,1330,1691)
article-patras-program: ΚΟΡΙΝΘΟΣ, 28. (Του ανταποκριτού μας)— Το δημοτικόν συμβούλιον απεφάσισε να διαμαρτυρηθή κατά του νομοσχεδίου. ΑΡΓΟΣ, 28. Αφίχθη χθες ο νομάρχης προς επιθεώρησιν των έργων. ΚΟΡΙΝΘΟΣ, 28. (Του ανταποκριτού μας)— Το δημοτικόν συμβούλιον απεφάσισε να διαμαρτυρηθή κατά του νομοσχεδίου. ΑΡΓΟΣ, 28. Αφίχθη χθες ο νομάρχης προς επιθεώρησιν των έργων. ΚΟΡΙΝΘΟΣ, 28. (Του ανταποκριτού μας)— Το δημοτικόν συμβούλιον απεφάσισε να διαμαρτυρηθή κατά του νομοσχεδίου. ΑΡΓΟΣ, 28. Αφίχθη χθες ο νομάρχης προς επιθεώρησιν των έργων. xyxy=(1354,1756,1529,1938)
table-cell: 255.000 xyxy=(345,1786,415,1799)
table-cell: Λαϊκή xyxy=(260,1824,346,1837)
table-row xyxy=(134,1773,416,1786)
article-strike: ΚΟΡΙΝΘΟΣ, 28. (Του ανταποκριτού μας)— Το δημοτικόν συμβούλιον απεφάσισε να διαμαρτυρηθή κατά του νομοσχεδίου. ΑΡΓΟΣ, 28. Αφίχθη χθες ο νομάρχης προς επιθεώρησιν των έργων. ΚΟΡΙΝΘΟΣ, 28. (Του ανταποκριτού μας)— Το δημοτικόν συμβούλιον απεφάσισε να διαμαρτυρηθή κατά του νομοσχεδίου. ΑΡΓΟΣ, 28. Αφίχθη χθες ο νομάρχης προς επιθεώρησιν των έργων. xyxy=(1172,1850,1347,1968)
headline-prince: Ο ΠΡΙΓΚΗΨ ΓΕΩΡΓΙΟΣ ΕΙΣ ΤΡΙΠΟΛΙΝ xyxy=(933,1754,1115,1766)
article-tito: ΛΟΝΔΙΝΟΝ, 28. («Α. Ντηρ.»)— Ο στρατάρχης Τίτο εδήλωσεν ότι ο πόλεμος είναι αναπόφευκτος εάν συνεχισθή η διαίρεσις του κόσμου εις δύο στρατόπεδα. ΛΟΝΔΙΝΟΝ, 28. («Α. Ντηρ.»)— Ο στρατάρχης Τίτο εδήλωσεν ότι ο πόλεμος είναι αναπόφευκτος εάν συνεχισθή η διαίρεσις του κόσμου εις δύο στρατόπεδα. xyxy=(1172,740,1529,794)
headline-evert: ΤΟ ΚΕΙΜΕΝΟΝ ΤΟΥ ΑΝΑΦΟΡΑΣ ΤΟΥ Κ. ΕΒΕΡΤ xyxy=(112,1249,343,1262)
article-king: Ο Βασιλεύς μετά του Διαδόχου αφίχθη χθες εις Αλεξανδρούπολιν, όπου επεφυλάχθη ενθουσιώδης υποδοχή. Η Βασίλισσα ανεχώρησε δια το Αννόβερον. Ο Βασιλεύς μετά του Διαδόχου αφίχθη χθες εις Αλεξανδρούπολιν, όπου επεφυλάχθη ενθουσιώδης υποδοχή. Η Βασίλισσα ανεχώρησε δια το Αννόβερον. Ο Βασιλεύς μετά του Διαδόχου αφίχθη χθες εις Αλεξανδρούπολιν, όπου επεφυλάχθη ενθουσιώδης υποδοχή. Η Βασίλισσα ανεχώρησε δια το Αννόβερον. xyxy=(657,1185,882,1315)
table-cell: 1.300 xyxy=(195,1850,259,1863)
main-subheadline: ΑΙΣΙΟΔΟΞΙΑ ΕΠΙΚΡΑΤΕΙ ΕΙΣ ΤΗΝ ΓΕΝΕΥΗΝ xyxy=(568,203,1019,224)
table-cell: 1881/84 xyxy=(134,1773,196,1786)
table-cell: Εμπορ. xyxy=(260,1812,346,1824)
article-cyprus-mediation: Του Έλληνος πρωθυπουργού την Έγγραφον πρόσκλησιν προς τον Αμερικανόν πρεσβευτήν δια να μεσολαβήση η κυβέρνησις των Ηνωμένων Πολιτειών εις την λύσιν του Κυπριακού ζητήματος. Η ελληνική κυβέρνησις πιστεύει ότι η φιλία των δύο λαών θα βοηθήση εις την εξεύρεσιν δικαίας λύσεως. Ο κ. Παπάγος εξέφρασε την ελπίδα ότι αι επαφαί θα αποδώσουν ταχέως. Του Έλληνος πρωθυπουργού την Έγγραφον πρόσκλησιν προς τον Αμερικανόν πρεσβευτήν δια να μεσολαβήση η κυβέρνησις των Ηνωμένων Πολιτειών εις την λύσιν του Κυπριακού ζητήματος. Η ελληνική κυβέρνησις πιστεύει ότι η φιλία των δύο λαών θα βοηθήση εις την εξεύρεσιν δικαίας λύσεως. Ο κ. Παπάγος εξέφρασε την ελπίδα ότι αι επαφαί θα αποδώσουν ταχέως. Του Έλληνος πρωθυπουργού την Έγγραφον πρόσκλησιν προς τον Αμερικανόν πρεσβευτήν δια να μεσολαβήση η κυβέρνησις των Ηνωμένων Πολιτειών εις την λύσιν του Κυπριακού ζητήματος. Η ελληνική κυβέρνησις πιστεύει ότι η φιλία των δύο λαών θα βοηθήση εις την εξεύρεσιν δικαίας λύσεως. Ο κ. Παπάγος εξέφρασε την ελπίδα ότι αι επαφαί θα αποδώσουν ταχέως. xyxy=(431,936,882,1076)
kicker-korea: ΣΥΝΕΧΕΙΑ ΕΚ ΤΗΣ 1ης ΣΕΛΙΔΟΣ xyxy=(701,1929,838,1940)
table-cell: 1925 xyxy=(134,1837,196,1850)
table-cell: 370.000 xyxy=(345,1888,415,1901)
column-divider xyxy=(1164,110,1165,2325)
headline-earthquakes: ΑΛΛΕΠΑΛΛΗΛΟΙ ΣΕΙΣΜΙΚΑΙ ΔΟΝΗΣΕΙΣ ΕΣΗΜΕΙΩΘΗΣΑΝ ΕΙΣ ΤΗΝ ΑΙΤΩΛΟΑΚΑΡΝΑΝΙΑΝ xyxy=(444,1146,634,1182)
main-kicker: ΠΡΟΤΑΣΙΣ ΕΚΕΧΕΙΡΙΑΣ ΕΙΣ ΝΤΙΕΝ ΜΠΙΕΝ ΦΟΥ xyxy=(662,227,925,242)
article-lottery: Κατά τας πληροφορίας του ανταποκριτού μας, αι εργασίαι προχωρούν κανονικώς και αναμένεται η ολοκλήρωσίς των εντός του προσεχούς μηνός. Η κυβέρνησις ενέκρινε τας σχετικάς πιστώσεις. Κατά τας πληροφορίας του ανταποκριτού μας, αι εργασίαι προχωρούν κανονικώς και αναμένεται η ολοκλήρωσίς των εντός του προσεχούς μηνός. Η κυβέρνησις ενέκρινε τας σχετικάς πιστώσεις. xyxy=(431,1874,647,1971)
headline-king: Ο ΒΑΣΙΛΕΥΣ ΜΕΤΑ ΤΟΥ ΔΙΑΔΟΧΟΥ ΑΝΕΧΩΡΗΣΑΝ ΧΘΕΣ ΕΙΣ ΑΛΕΞΠΟΛΙΝ ΚΑΙ Η ΒΑΣΙΛΙΣΣΑ ΕΙΣ ΑΝΝΟΒΕΡΟΝ xyxy=(662,1146,877,1182)
headline-dilwseis: ΑΙ ΔΗΛΩΣΕΙΣ ΤΩΝ Κ.Κ. ΜΑΝΙΑΔΑΚΗ ΚΑΙ ΖΕΡΒΑ xyxy=(108,777,347,790)
article-ioannina: ΙΩΑΝΝΙΝΑ, 28. (Του ανταποκριτού μας)— Ήρχισαν χθες αι εργασίαι του συνεδρίου με την συμμετοχήν ιατρών εξ όλης της χώρας. ΙΩΑΝΝΙΝΑ, 28. (Του ανταποκριτού μας)— Ήρχισαν χθες αι εργασίαι του συνεδρίου με την συμμετοχήν ιατρών εξ όλης της χώρας. ΙΩΑΝΝΙΝΑ, 28. (Του ανταποκριτού μας)— Ήρχισαν χθες αι εργασίαι του συνεδρίου με την συμμετοχήν ιατρών εξ όλης της χώρας. xyxy=(1172,1037,1529,1102)
headline-funeral: ΔΗΜΟΣΙΑ ΔΑΠΑΝΗ Η ΚΗΔΕΙΑ ΤΟΥ ΕΥΓΕΝΙΚΗ xyxy=(453,1982,625,2007)
main-headline: Η ΣΟΒΙΕΤΙΚΗ ΡΩΣΙΑ ΠΡΟΤΙΘΕΤΑΙ ΝΑ ΠΡΟΤΕΙΝΗ ΣΧΕΔΙΟΝ ΕΙΡΗΝΗΣ ΔΙΑ ΤΗΝ ΙΝΔΟΚΙΝΑΝ ΜΕΤΑ ΤΗΝ ΣΥΝΑΝΤΗΣΙΝ ΜΠΙΝΤΩ ΚΑΙ ΜΟΛΟΤΩΦ xyxy=(468,113,1119,200)
article-painter: ΠΑΡΙΣΙΟΙ, 28. («Α. Ντηρ.»)— Απεβίωσεν ο διάσημος Γάλλος ζωγράφος εις ηλικίαν 87 ετών. ΠΑΡΙΣΙΟΙ, 28. («Α. Ντηρ.»)— Απεβίωσεν ο διάσημος Γάλλος ζωγράφος εις ηλικίαν 87 ετών. xyxy=(892,1491,1156,1534)
table-cell: 1931 xyxy=(134,1888,196,1901)
table-cell: 1910 xyxy=(134,1799,196,1812)
table-cell xyxy=(345,1837,415,1850)
headline-fire: ΠΥΡΚΑΪΑ ΑΠΕΤΕΦΡΩΣΕ ΚΑΤΑΣΤΗΜΑ ΤΗΣ ΟΔΟΥ ΠΑΝΕΠΙΣΤΗΜΙΟΥ xyxy=(434,1273,644,1298)
headline-loutraki: Ο ΔΗΜΟΣ ΛΟΥΤΡΑΚΙΟΥ ΚΑΤΑ ΤΟΥ ΝΟΜΟΣΧΕΔΙΟΥ ΠΕΡΙ ΙΑΜΑΤΙΚΩΝ ΠΗΓΩΝ xyxy=(1356,1502,1527,1537)
headline-egypt-plot: ΝΕΑ ΣΥΝΩΜΟΣΙΑ ΑΞΙΩΜΑΤΙΚΩΝ ΠΡΟΣΚΕΙΜΕΝΩΝ ΕΙΣ ΤΟΝ ΝΕΓΚΙΠ ΑΝΕΚΑΛΥΦΘΗ ΕΙΣ ΤΗΝ ΑΙΓΥΠΤΟΝ xyxy=(1183,113,1518,140)
article-giovanovits: Κατά τας πληροφορίας του ανταποκριτού μας, αι εργασίαι προχωρούν κανονικώς και αναμένεται η ολοκλήρωσίς των εντός του προσεχούς μηνός. Η κυβέρνησις ενέκρινε τας σχετικάς πιστώσεις. xyxy=(892,1700,1156,1743)
table-row xyxy=(134,1837,416,1850)
kicker-continuation: ΣΥΝΕΧΕΙΑ ΕΚ ΤΗΣ 1ης ΣΕΛΙΔΟΣ xyxy=(581,921,732,933)
table-cell: 145.000 xyxy=(195,1773,259,1786)
table-row xyxy=(134,1875,416,1888)
table-cell: 670.000 xyxy=(345,1875,415,1888)
masthead-rule xyxy=(39,102,1529,105)
headline-lottery: ΕΚΡΗΞΙΣ ΤΟ ΛΑΧΕΙΟΝ ΕΙΣ ΕΚΚΛΗΣΙΑΣ ΠΑΛΑΙΑ xyxy=(443,1846,635,1870)
article-cholera: Εις το υπουργείον Υγιεινής ανεκοινώθη ότι εις την Βουλγαρίαν δεν εσημειώθησαν κρούσματα χολέρας. Εις το υπουργείον Υγιεινής ανεκοινώθη ότι εις την Βουλγαρίαν δεν εσημειώθησαν κρούσματα χολέρας. xyxy=(892,931,1156,985)
headline-unemployed: ΜΟΝΟΝ 181 ΑΝΕΡΓΟΙ ΕΛΑΒΟΝ ΤΟ ΠΑΣΧΑΛΙΝΟΝ ΒΟΗΘΗΜΑ ΕΙΣ ΠΑΤΡΑΣ xyxy=(1173,1502,1346,1537)
article-soviet-peace-plan: ΠΑΡΙΣΙΟΙ, 28. («Α. Ντηρ.»)— Η Σοβιετική Ένωσις προτίθεται να υποβάλη σχέδιον ειρήνης δια την Ινδοκίναν αμέσως μετά την συνάντησιν των κ.κ. Μπιντώ και Μολότωφ. Εις τους κύκλους της διασκέψεως της Γενεύης επικρατεί αισιοδοξία, διότι πιστεύεται ότι αι δυτικαί δυνάμεις και ο κομμουνιστικός συνασπισμός πλησιάζουν προς μίαν συμφωνίαν. Ο κ. Μολότωφ εδήλωσεν ότι η Σοβιετική κυβέρνησις είναι διατεθειμένη να συζητήση κάθε πρότασιν δια τον τερματισμόν των εχθροπραξιών. Κατά πληροφορίας, το σχέδιον προβλέπει εκεχειρίαν εις Ντιέν Μπιέν Φου και ανταλλαγήν αιχμαλώτων υπό διεθνή έλεγχον. ΕΛΠΙΔΕΣ ΕΠΙΤΥΧΙΑΣ ΛΟΝΔΙΝΟΝ, 28. («Α. Ντηρ.»)— Εις τους διπλωματικούς κύκλους θεωρείται ότι αι πιθανότητες επιτυχίας της διασκέψεως ηυξήθησαν σημαντικώς. Ο κ. Ήντεν ανέμενε νέας οδηγίας από την κυβέρνησιν δια να συνεχίση τας επαφάς του με τους αντιπροσώπους της Κίνας. ΠΑΡΙΣΙΟΙ, 28. («Α. Ντηρ.»)— Η Σοβιετική Ένωσις προτίθεται να υποβάλη σχέδιον ειρήνης δια την Ινδοκίναν αμέσως μετά την συνάντησιν των κ.κ. Μπιντώ και Μολότωφ. Εις τους κύκλους της διασκέψεως της Γενεύης επικρατεί αισιοδοξία, διότι πιστεύεται ότι αι δυτικαί δυνάμεις και ο κομμουνιστικός συνασπισμός πλησιάζουν προς μίαν συμφωνίαν. Ο κ. Μολότωφ εδήλωσεν ότι η Σοβιετική κυβέρνησις είναι διατεθειμένη να συζητήση κάθε πρότασιν δια τον τερματισμόν των εχθροπραξιών. Κατά πληροφορίας, το σχέδιον προβλέπει εκεχειρίαν εις Ντιέν Μπιέν Φου και ανταλλαγήν αιχμαλώτων υπό διεθνή έλεγχον. ΛΟΝΔΙΝΟΝ, 28. («Α. Ντηρ.»)— Εις τους διπλωματικούς κύκλους θεωρείται ότι αι πιθανότητες επιτυχίας της διασκέψεως ηυξήθησαν σημαντικώς. Ο κ. Ήντεν ανέμενε νέας οδηγίας από την κυβέρνησιν δια να συνεχίση τας επαφάς του με τους αντιπροσώπους της Κίνας. ΠΑΡΙΣΙΟΙ, 28. («Α. Ντηρ.»)— Η Σοβιετική Ένωσις προτίθεται να υποβάλη σχέδιον ειρήνης δια την Ινδοκίναν αμέσως μετά την συνάντησιν των κ.κ. Μπιντώ και Μολότωφ. Εις τους κύκλους της διασκέψεως της Γενεύης επικρατεί αισιοδοξία, διότι πιστεύεται ότι αι δυτικαί δυνάμεις και ο κομμουνιστικός συνασπισμός πλησιάζουν προς μίαν συμφωνίαν. Ο κ. Μολότωφ εδήλωσεν ότι η Σοβιετική κυβέρνησις είναι διατεθειμένη να συζητήση κάθε πρότασιν δια τον τερματισμόν των εχθροπραξιών. Κατά πληροφορίας, το σχέδιον προβλέπει εκεχειρίαν εις Ντιέν Μπιέν Φου και ανταλλαγήν αιχμαλώτων υπό διεθνή έλεγχον. xyxy=(431,245,1156,447)
table-row xyxy=(134,1786,416,1799)
article-trade-committee: Υπό την προεδρίαν του υπουργού Εμπορίου συνήλθε χθες η επιτροπή εξωτερικού εμπορίου και συνεζήτησε τας εξαγωγάς καπνού. Υπό την προεδρίαν του υπουργού Εμπορίου συνήλθε χθες η επιτροπή εξωτερικού εμπορίου και συνεζήτησε τας εξαγωγάς καπνού. Υπό την προεδρίαν του υπουργού Εμπορίου συνήλθε χθες η επιτροπή εξωτερικού εμπορίου και συνεζήτησε τας εξαγωγάς καπνού. xyxy=(892,1068,1156,1154)
table-cell: 118.000 xyxy=(195,1888,259,1901)
article-ancient-agora: Κατά τας πληροφορίας του ανταποκριτού μας, αι εργασίαι προχωρούν κανονικώς και αναμένεται η ολοκλήρωσίς των εντός του προσεχούς μηνός. Η κυβέρνησις ενέκρινε τας σχετικάς πιστώσεις. Κατά τας πληροφορίας του ανταποκριτού μας, αι εργασίαι προχωρούν κανονικώς και αναμένεται η ολοκλήρωσίς των εντός του προσεχούς μηνός. Η κυβέρνησις ενέκρινε τας σχετικάς πιστώσεις. Κατά τας πληροφορίας του ανταποκριτού μας, αι εργασίαι προχωρούν κανονικώς και αναμένεται η ολοκλήρωσίς των εντός xyxy=(657,1733,882,1873)
headline-volos: ΕΡΓΑ ΚΑΙ ΗΜΕΡΑΙ ΜΙΑΣ ΤΑΤΑΣ ΕΙΣ ΤΟΝ ΒΟΛΟΝ xyxy=(1233,1331,1468,1344)
table-cell: 1.050 xyxy=(195,1875,259,1888)
headline-maniadakis: ΟΙ Κ.Κ. ΜΑΝΙΑΔΑΚΗΣ ΚΑΙ ΖΕΡΒΑΣ ΕΠΙΠΙΞΕΤΑΙ ΚΑΤΑ ΤΟΥ Κ. ΒΡΑΧΝΟΥ ΔΙΑ ΤΗΝ ΑΝΑΜΙΞΙΝ ΤΟΥ ΕΙΣ ΤΟ ΑΡΘΡΟΝ ΠΕΡΙ ΤΟΥ ΚΥΠΡΙΑΚΟΥ ΖΗΤΗΜΑΤΟΣ xyxy=(42,455,413,479)
stock-exchange-date: Κλείσιμον της Τετάρτης 28 Απριλίου 1954 xyxy=(168,1745,381,1757)
masthead-phones: ΤΗΛΕΦΩΝΑ: ΓΡΑΦΕΙΩΝ: 33.310, 26.324. — ΤΥΠΟΓΡΑΦΕΙΑ: ΑΝΑΞΑΓΟΡΑ 5, ΤΗΛΕΦ. 26.343 xyxy=(1094,80,1529,91)
article-evert: Εις απαγγελίαν ερωτήσεως ο κ. Έβερτ ανέφερεν εις το κοινοβούλιον τα ακόλουθα: Η ανάγκη της συμπαγούς αντιμετωπίσεως του Κυπριακού προβλήματος είναι επιτακτική. Ο ελληνικός λαός αναμένει από τους ηγέτας του να εκφράσουν ενιαίαν θέσιν, η δε κυβέρνησις οφείλει να ενημερώνη την Βουλήν δια κάθε εξέλιξιν. Εις απαγγελίαν ερωτήσεως ο κ. Έβερτ ανέφερεν εις το κοινοβούλιον τα ακόλουθα: Η ανάγκη της συμπαγούς αντιμετωπίσεως του Κυπριακού προβλήματος είναι επιτακτική. Ο ελληνικός λαός αναμένει από τους ηγέτας του να εκφράσουν ενιαίαν θέσιν, η δε κυβέρνησις οφείλει να ενημερώνη την Βουλήν δια κάθε εξέλιξιν. Εις απαγγελίαν ερωτήσεως ο κ. Έβερτ ανέφερεν εις το κοινοβούλιον τα ακόλουθα: Η ανάγκη της συμπαγούς αντιμετωπίσεως του Κυπριακού προβλήματος είναι επιτακτική. Ο ελληνικός λαός αναμένει από τους ηγέτας του να εκφράσουν ενιαίαν θέσιν, η δε κυβέρνησις οφείλει να ενημερώνη την Βουλήν δια κάθε εξέλιξιν. Εις απαγγελίαν ερωτήσεως ο κ. Έβερτ ανέφερεν εις το κοινοβούλιον τα ακόλουθα: Η ανάγκη της συμπαγούς αντιμετωπίσεως του Κυπριακού προβλήματος είναι επιτακτική. Ο ελληνικός λαός αναμένει από τους ηγέτας του να εκφράσουν ενιαίαν θέσιν, η δε κυβέρνησις οφείλει να ενημερώνη την Βουλήν δια κάθε εξέλιξιν. Εις απαγγελίαν ερωτήσεως ο κ. Έβερτ ανέφερεν εις το κοινοβούλιον τα ακόλουθα: Η ανάγκη της συμπαγούς αντιμετωπίσεως του Κυπριακού προβλήματος είναι επιτακτική. Ο ελληνικός λαός αναμένει από τους ηγέτας του να εκφράσουν ενιαίαν θέσιν, η δε κυβέρνησις οφείλει να ενημερώνη την Βουλήν δια κάθε εξέλιξιν. xyxy=(39,1266,416,1514)
headline-theatre: Η ΕΠΙΤΡΟΠΗ ΤΟΥ ΕΘΝΙΚΟΥ ΘΕΑΤΡΟΥ xyxy=(929,1244,1119,1257)
stock-exchange-title: ΤΟ ΧΡΗΜΑΤΙΣΤΗΡΙΟΝ xyxy=(172,1724,376,1744)
center-column xyxy=(431,110,1156,2325)
table-cell: 1.350.000 xyxy=(345,1863,415,1875)
headline-onassis: ΕΠΙΚΥΡΩΘΗ Η ΣΥΜΦΩΝΙΑ ΤΗΣ ΣΑΟΥΔΙΚΗΣ ΑΡΑΒΙΑΣ ΜΕΤΑ ΤΟΥ Κ. ΩΝΑΣΗ ΔΙΑ ΤΗΝ ΜΕΤΑΦΟΡΑΝ ΠΕΤΡΕΛΑΙΩΝ xyxy=(1185,841,1516,866)
headline-cyprus-mediation: Η ΕΛΛΑΣ ΕΖΗΤΗΣΕ ΑΜΕΡΙΚΑΝΙΚΗΝ ΜΕΣΟΛΑΒΗΣΙΝ ΔΙΑ ΤΟ ΚΥΠΡΙΑΚΟΝ xyxy=(453,904,860,919)
table-cell: 148.000 xyxy=(195,1799,259,1812)
stock-table-header: ΔΑΝΕΙΑ xyxy=(134,1761,196,1773)
article-loan: Ο υπουργός των Οικονομικών κ. Παπαληγούρας ανεκοίνωσεν ότι οι όροι εκδόσεως του νέου εσωτερικού δανείου θα καταστούν γνωστοί κατά το προσεχές Σάββατον. Η κυβέρνησις έλαβεν όλα τα μέτρα δια την επιτυχίαν της εκδόσεως. Ο υπουργός των Οικονομικών κ. Παπαληγούρας ανεκοίνωσεν ότι οι όροι εκδόσεως του νέου εσωτερικού δανείου θα καταστούν γνωστοί κατά το προσεχές Σάββατον. Η κυβέρνησις έλαβεν όλα τα μέτρα δια την επιτυχίαν της εκδόσεως. Ο υπουργός των Οικονομικών κ. Παπαληγούρας ανεκοίνωσεν ότι οι όροι εκδόσεως του νέου εσωτερικού δανείου θα καταστούν γνωστοί κατά το προσεχές Σάββατον. Η κυβέρνησις έλαβεν όλα τα μέτρα δια την επιτυχίαν της εκδόσεως. Η ΧΡΥΣΗ ΛΙΡΑ Η τιμή της χρυσής λίρας εσημείωσε χθες ελαφράν υποχώρησιν. Αι συναλλαγαί ήσαν περιωρισμέναι. Η ΡΥΘΜΙΣΙΣ ΤΟΥ Δ. ΧΡΕΟΥΣ ΚΑΙ ΤΩΝ ΚΑΤΑΘΕΣΕΩΝ Εξ άλλου, διεκανονίσθη ότι η ρύθμισις του δημοσίου χρέους θα πραγματοποιηθή εντός του έτους. Οι κάτοχοι ομολογιών θα λάβουν τας σχετικάς αποζημιώσεις. Εξ άλλου, διεκανονίσθη ότι η ρύθμισις του δημοσίου χρέους θα πραγματοποιηθή εντός του έτους. Οι κάτοχοι ομολογιών θα λάβουν τας σχετικάς αποζημιώσεις. xyxy=(1172,474,1529,680)
headline-loan: ΘΑ ΑΝΑΚΟΙΝΩΘΟΥΝ ΑΠΟ ΤΟ ΠΡΟΣΕΧΕΣ ΣΑΒΒΑΤΟΝ ΟΙ ΟΡΟΙ ΕΚΔΟΣΕΩΣ ΤΟΥ ΕΣΩΤΕΡΙΚΟΥ ΔΑΝΕΙΟΥ xyxy=(1198,431,1503,456)
